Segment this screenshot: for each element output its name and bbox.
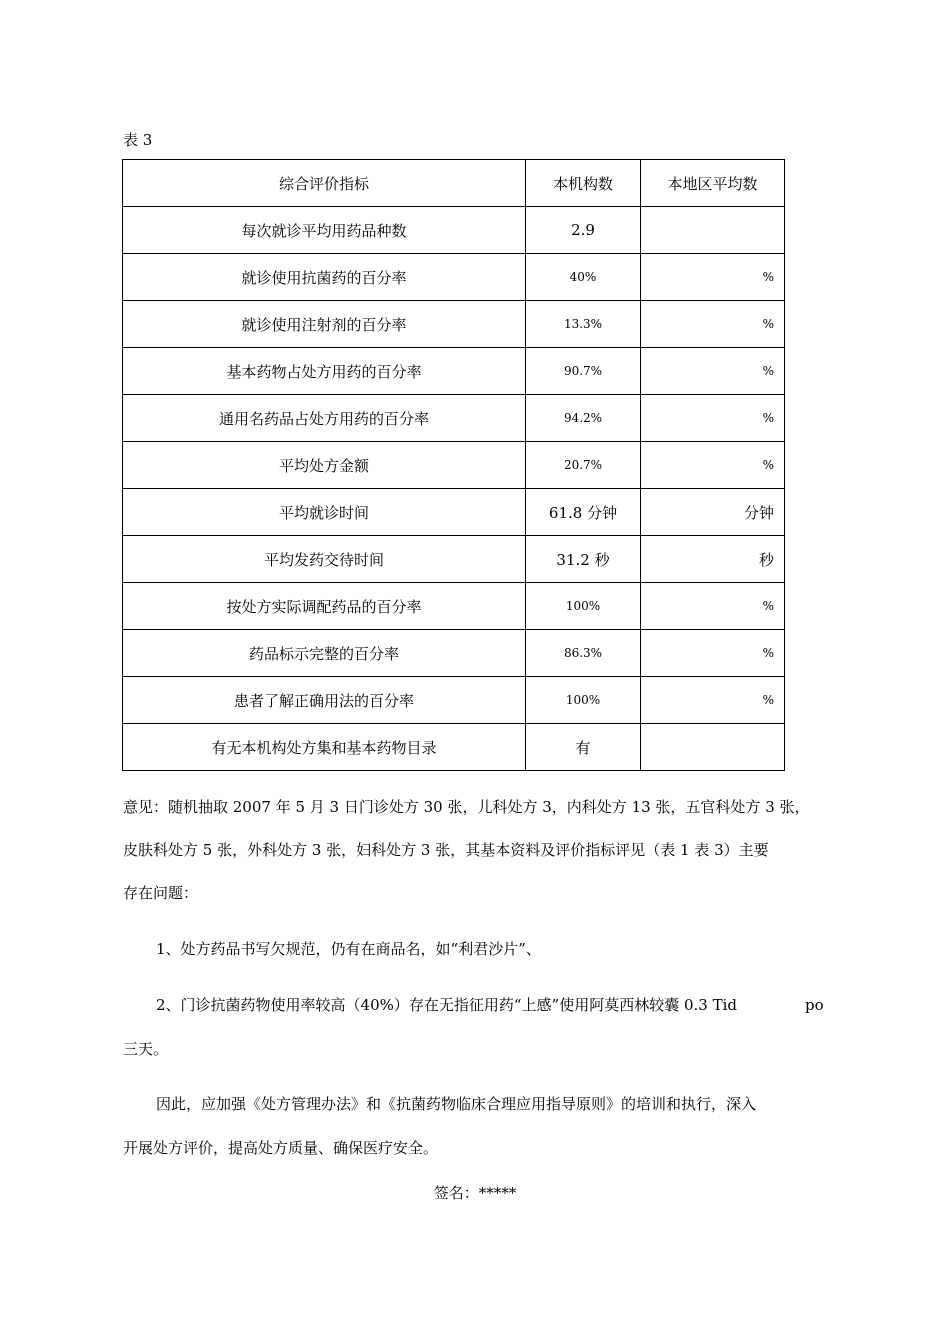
institution-value-cell: 13.3% (526, 301, 641, 348)
regional-value-cell: % (641, 254, 785, 301)
table-row (123, 301, 785, 348)
indicator-cell: 药品标示完整的百分率 (123, 630, 526, 677)
evaluation-table (122, 159, 785, 771)
table-row (123, 395, 785, 442)
issue-item-2-line-1: 2、门诊抗菌药物使用率较高（40%）存在无指征用药“上感”使用阿莫西林较囊 0.3 Tid (156, 996, 738, 1014)
table-row (123, 207, 785, 254)
opinion-line-3: 存在问题： (123, 884, 199, 902)
issue-item-1: 1、处方药品书写欠规范，仍有在商品名，如“利君沙片”、 (156, 940, 541, 958)
indicator-cell: 患者了解正确用法的百分率 (123, 677, 526, 724)
conclusion-line-2: 开展处方评价，提高处方质量、确保医疗安全。 (123, 1139, 439, 1157)
opinion-line-2: 皮肤科处方 5 张，外科处方 3 张，妇科处方 3 张，其基本资料及评价指标评见（表 1 表 3）主要 (123, 841, 769, 859)
indicator-cell: 基本药物占处方用药的百分率 (123, 348, 526, 395)
regional-value-cell (641, 207, 785, 254)
regional-value-cell: 分钟 (641, 489, 785, 536)
institution-value-cell: 100% (526, 677, 641, 724)
header-regional: 本地区平均数 (641, 160, 785, 207)
table-caption: 表 3 (123, 131, 153, 149)
issue-item-2-dosage-route: po (805, 996, 824, 1014)
indicator-cell: 有无本机构处方集和基本药物目录 (123, 724, 526, 771)
regional-value-cell: % (641, 301, 785, 348)
regional-value-cell: % (641, 677, 785, 724)
institution-value-cell: 有 (526, 724, 641, 771)
institution-value-cell: 94.2% (526, 395, 641, 442)
header-indicator: 综合评价指标 (123, 160, 526, 207)
table-row (123, 583, 785, 630)
institution-value-cell: 40% (526, 254, 641, 301)
signature: 签名：***** (433, 1184, 517, 1202)
table-row (123, 348, 785, 395)
table-row (123, 630, 785, 677)
indicator-cell: 通用名药品占处方用药的百分率 (123, 395, 526, 442)
regional-value-cell: 秒 (641, 536, 785, 583)
regional-value-cell: % (641, 630, 785, 677)
issue-item-2-line-2: 三天。 (123, 1040, 169, 1058)
regional-value-cell: % (641, 348, 785, 395)
regional-value-cell (641, 724, 785, 771)
table-row (123, 442, 785, 489)
indicator-cell: 平均就诊时间 (123, 489, 526, 536)
regional-value-cell: % (641, 583, 785, 630)
indicator-cell: 就诊使用注射剂的百分率 (123, 301, 526, 348)
regional-value-cell: % (641, 395, 785, 442)
indicator-cell: 按处方实际调配药品的百分率 (123, 583, 526, 630)
indicator-cell: 平均发药交待时间 (123, 536, 526, 583)
table-row (123, 254, 785, 301)
institution-value-cell: 86.3% (526, 630, 641, 677)
table-row (123, 536, 785, 583)
conclusion-line-1: 因此，应加强《处方管理办法》和《抗菌药物临床合理应用指导原则》的培训和执行，深入 (156, 1095, 757, 1113)
indicator-cell: 就诊使用抗菌药的百分率 (123, 254, 526, 301)
table-header-row (123, 160, 785, 207)
opinion-line-1: 意见：随机抽取 2007 年 5 月 3 日门诊处方 30 张，儿科处方 3，内科处方 13 张，五官科处方 3 张， (123, 798, 810, 816)
institution-value-cell: 100% (526, 583, 641, 630)
institution-value-cell: 2.9 (526, 207, 641, 254)
institution-value-cell: 20.7% (526, 442, 641, 489)
institution-value-cell: 90.7% (526, 348, 641, 395)
indicator-cell: 平均处方金额 (123, 442, 526, 489)
header-institution: 本机构数 (526, 160, 641, 207)
table-row (123, 724, 785, 771)
institution-value-cell: 61.8 分钟 (526, 489, 641, 536)
table-row (123, 489, 785, 536)
regional-value-cell: % (641, 442, 785, 489)
indicator-cell: 每次就诊平均用药品种数 (123, 207, 526, 254)
institution-value-cell: 31.2 秒 (526, 536, 641, 583)
table-row (123, 677, 785, 724)
